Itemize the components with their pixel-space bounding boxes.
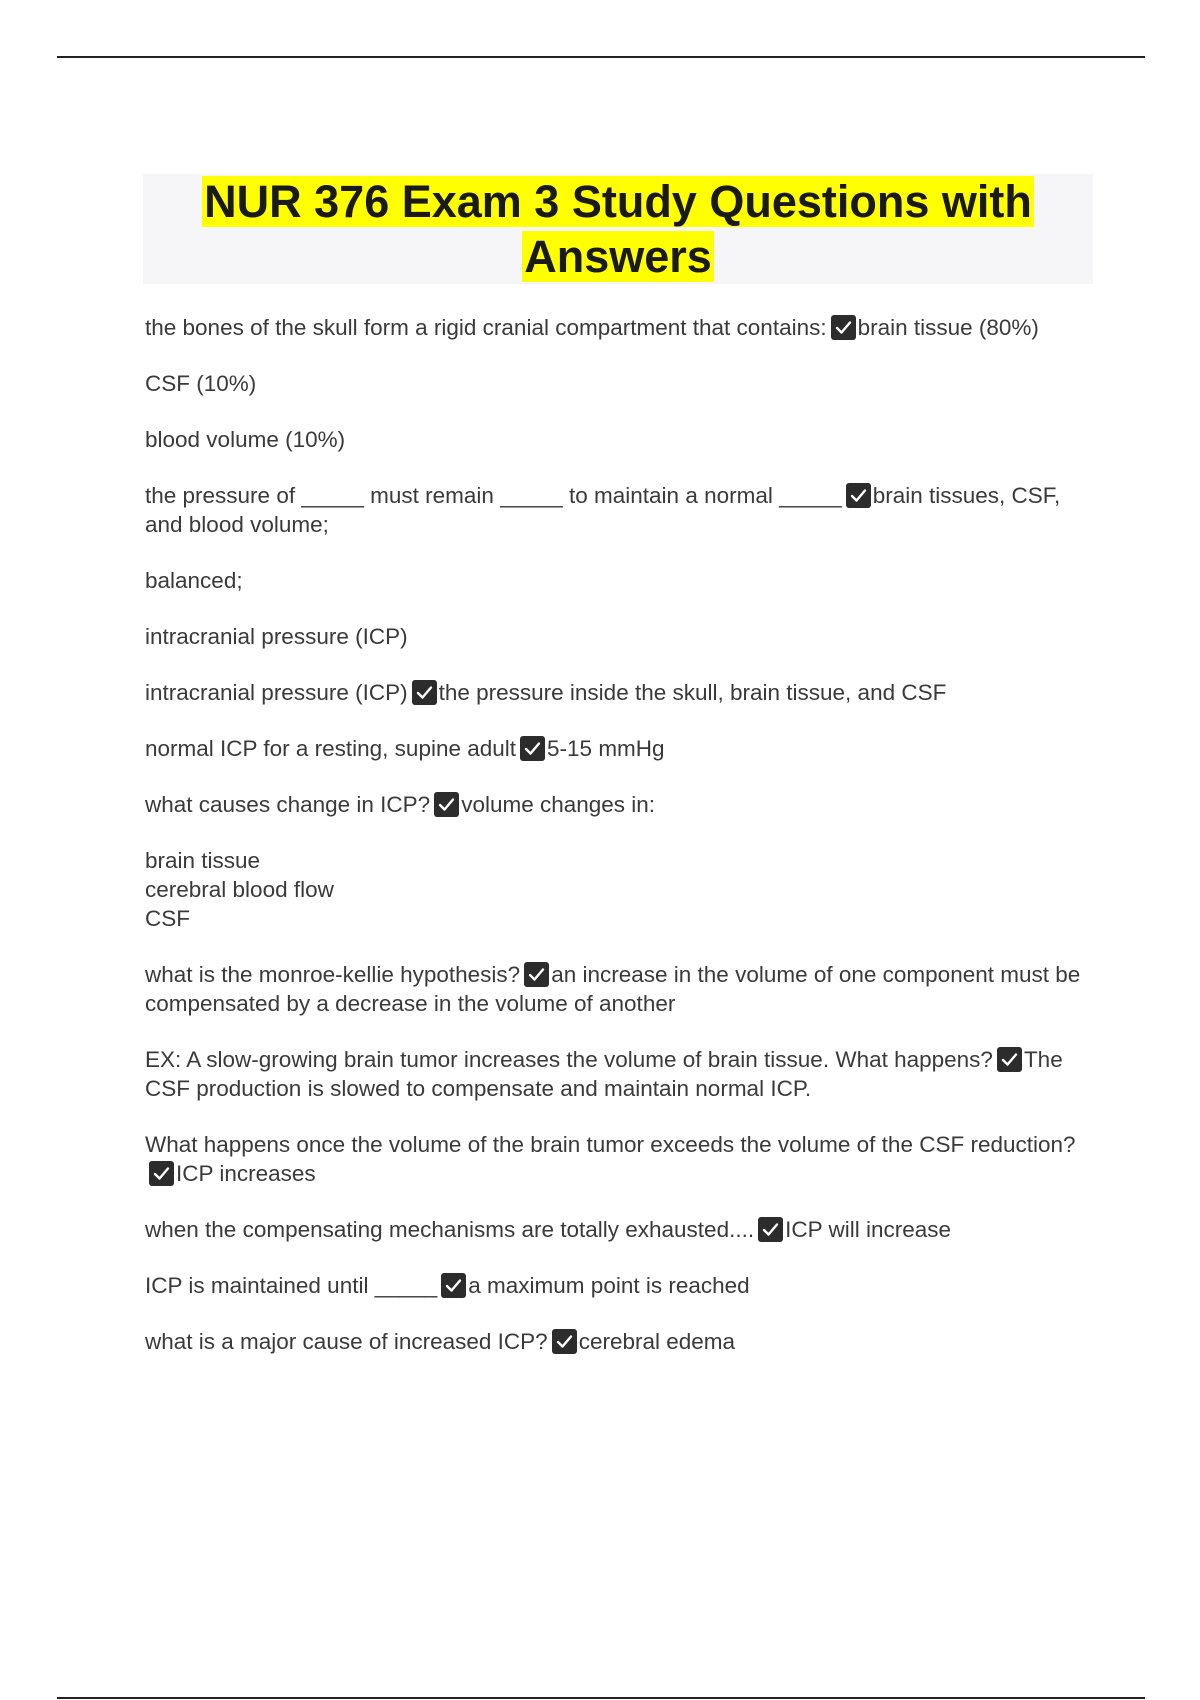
question-text: the bones of the skull form a rigid cranial compartment that contains:	[145, 315, 827, 340]
question-text: normal ICP for a resting, supine adult	[145, 736, 517, 761]
qa-item	[145, 1215, 1085, 1244]
answer-text: ICP will increase	[785, 1217, 951, 1242]
qa-item	[145, 1045, 1085, 1103]
answer-text: volume changes in:	[461, 792, 656, 817]
question-text: when the compensating mechanisms are totally exhausted....	[145, 1217, 755, 1242]
checkbox-checked-icon	[412, 680, 437, 705]
answer-list	[145, 846, 1085, 933]
answer-text: 5-15 mmHg	[547, 736, 665, 761]
checkbox-checked-icon	[846, 483, 871, 508]
question-text: What happens once the volume of the brain tumor exceeds the volume of the CSF reduction?	[145, 1132, 1076, 1157]
checkbox-checked-icon	[524, 962, 549, 987]
list-item: brain tissue	[145, 848, 261, 873]
qa-item	[145, 1327, 1085, 1356]
question-text: what causes change in ICP?	[145, 792, 431, 817]
answer-text: the pressure inside the skull, brain tissue, and CSF	[438, 680, 947, 705]
continuation-text: CSF (10%)	[145, 371, 257, 396]
checkbox-checked-icon	[520, 736, 545, 761]
qa-item	[145, 1130, 1085, 1188]
answer-continuation	[145, 622, 1085, 651]
document-title	[148, 174, 1088, 284]
bottom-rule	[57, 1697, 1145, 1699]
top-rule	[57, 56, 1145, 58]
answer-continuation	[145, 566, 1085, 595]
answer-text: cerebral edema	[578, 1329, 736, 1354]
answer-text: ICP increases	[176, 1161, 316, 1186]
checkbox-checked-icon	[552, 1329, 577, 1354]
checkbox-checked-icon	[434, 792, 459, 817]
document-title-text: NUR 376 Exam 3 Study Questions with Answers	[204, 176, 1032, 282]
question-text: what is the monroe-kellie hypothesis?	[145, 962, 521, 987]
qa-item	[145, 734, 1085, 763]
answer-text: The CSF production is slowed to compensate and maintain normal ICP.	[145, 1047, 1063, 1101]
continuation-text: balanced;	[145, 568, 243, 593]
question-text: EX: A slow-growing brain tumor increases the volume of brain tissue. What happens?	[145, 1047, 993, 1072]
continuation-text: intracranial pressure (ICP)	[145, 624, 408, 649]
question-text: ICP is maintained until _____	[145, 1273, 438, 1298]
list-item: CSF	[145, 906, 190, 931]
answer-continuation	[145, 425, 1085, 454]
answer-text: a maximum point is reached	[468, 1273, 750, 1298]
question-text: the pressure of _____ must remain _____ to maintain a normal _____	[145, 483, 842, 508]
list-item: cerebral blood flow	[145, 877, 334, 902]
qa-item	[145, 790, 1085, 819]
answer-text: brain tissues, CSF, and blood volume;	[145, 483, 1061, 537]
checkbox-checked-icon	[441, 1273, 466, 1298]
checkbox-checked-icon	[997, 1047, 1022, 1072]
study-content	[145, 313, 1085, 1383]
checkbox-checked-icon	[831, 315, 856, 340]
qa-item	[145, 313, 1085, 342]
title-banner	[143, 174, 1093, 284]
continuation-text: blood volume (10%)	[145, 427, 346, 452]
checkbox-checked-icon	[758, 1217, 783, 1242]
answer-text: an increase in the volume of one component must be compensated by a decrease in the volume of another	[145, 962, 1081, 1016]
qa-item	[145, 1271, 1085, 1300]
qa-item	[145, 678, 1085, 707]
answer-continuation	[145, 369, 1085, 398]
question-text: intracranial pressure (ICP)	[145, 680, 408, 705]
checkbox-checked-icon	[149, 1161, 174, 1186]
qa-item	[145, 481, 1085, 539]
question-text: what is a major cause of increased ICP?	[145, 1329, 548, 1354]
qa-item	[145, 960, 1085, 1018]
answer-text: brain tissue (80%)	[857, 315, 1039, 340]
